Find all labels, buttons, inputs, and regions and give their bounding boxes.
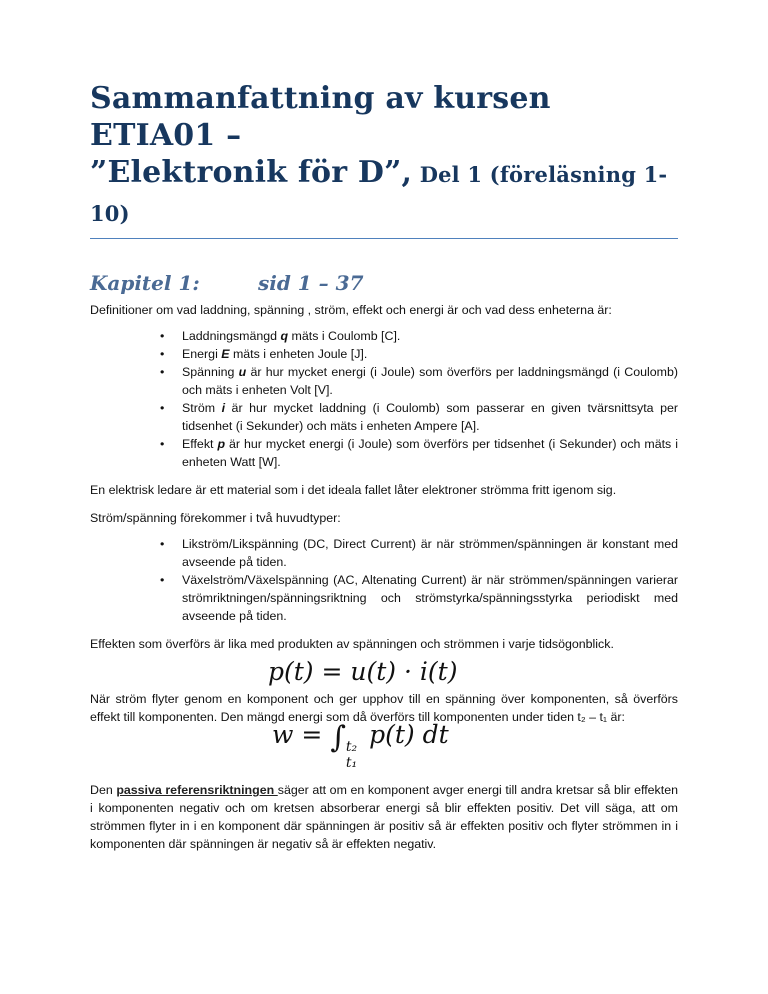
types-intro-paragraph: Ström/spänning förekommer i två huvudtyper:	[90, 511, 341, 525]
definition-pre: Energi	[182, 347, 222, 361]
integral-lower-limit: t₁	[345, 755, 358, 771]
definition-post: är hur mycket energi (i Joule) som överförs per laddningsmängd (i Coulomb) och mäts i enheten Volt [V].	[182, 365, 678, 397]
passive-post: säger att om en komponent avger energi till andra kretsar så blir effekten i komponenten negativ och om kretsen absorberar energi så blir effekten positiv. Det vill säga, att om strömmen flyter in i en komponent där spänningen är positiv så är effekten positiv och flyter strömmen in i komponenten där spänningen är negativ så är effekten negativ.	[90, 783, 678, 851]
definition-symbol: i	[221, 401, 226, 415]
energy-formula-body: p(t) dt	[361, 720, 449, 749]
power-formula: p(t) = u(t) · i(t)	[268, 657, 458, 686]
definition-pre: Ström	[182, 401, 222, 415]
definition-symbol: u	[238, 365, 247, 379]
definition-item	[160, 363, 678, 399]
current-type-text: Växelström/Växelspänning (AC, Altenating Current) är när strömmen/spänningen varierar strömriktningen/spänningsriktning och strömstyrka/spänningsstyrka periodiskt med avseende på tiden.	[182, 573, 678, 623]
current-type-text: Likström/Likspänning (DC, Direct Current) är när strömmen/spänningen är konstant med avseende på tiden.	[182, 537, 678, 569]
chapter-heading	[90, 271, 678, 295]
conductor-paragraph: En elektrisk ledare är ett material som i det ideala fallet låter elektroner strömma fritt igenom sig.	[90, 483, 617, 497]
energy-formula	[272, 720, 678, 771]
definition-pre: Spänning	[182, 365, 239, 379]
chapter-pages: sid 1 – 37	[258, 271, 364, 295]
document-title	[90, 80, 678, 232]
definition-post: mäts i enheten Joule [J].	[229, 347, 368, 361]
bullet-icon: •	[160, 573, 165, 587]
definition-item	[160, 327, 678, 345]
definition-post: är hur mycket laddning (i Coulomb) som passerar en given tvärsnittsyta per tidsenhet (i Sekunder) och mäts i enheten Ampere [A].	[182, 401, 678, 433]
chapter-name: Kapitel 1:	[90, 271, 200, 295]
definitions-list	[90, 327, 678, 471]
passive-paragraph	[90, 781, 678, 853]
definition-item	[160, 345, 678, 363]
current-type-item	[160, 535, 678, 571]
bullet-icon: •	[160, 537, 165, 551]
bullet-icon: •	[160, 365, 165, 379]
title-subtitle: Del 1 (föreläsning 1-10)	[90, 162, 668, 226]
definition-item	[160, 435, 678, 471]
definition-symbol: p	[217, 437, 226, 451]
energy-formula-lhs: w =	[272, 720, 331, 749]
definition-item	[160, 399, 678, 435]
definition-pre: Effekt	[182, 437, 218, 451]
bullet-icon: •	[160, 437, 165, 451]
bullet-icon: •	[160, 347, 165, 361]
definition-symbol: E	[221, 347, 230, 361]
passive-pre: Den	[90, 783, 117, 797]
title-line-2: ”Elektronik för D”,	[90, 155, 413, 190]
integral-upper-limit: t₂	[345, 739, 358, 755]
definition-pre: Laddningsmängd	[182, 329, 281, 343]
bullet-icon: •	[160, 329, 165, 343]
intro-paragraph: Definitioner om vad laddning, spänning , ström, effekt och energi är och vad dess enheterna är:	[90, 303, 612, 317]
passive-reference-link[interactable]: passiva referensriktningen	[116, 783, 278, 797]
bullet-icon: •	[160, 401, 165, 415]
energy-paragraph: När ström flyter genom en komponent och ger upphov till en spänning över komponenten, så överförs effekt till komponenten. Den mängd energi som då överförs till komponenten under tiden t₂ – t₁ är:	[90, 692, 678, 724]
current-type-item	[160, 571, 678, 625]
current-types-list	[90, 535, 678, 625]
title-line-1: Sammanfattning av kursen ETIA01 –	[90, 81, 551, 153]
definition-post: mäts i Coulomb [C].	[288, 329, 401, 343]
integral-limits	[346, 739, 357, 771]
title-divider	[90, 238, 678, 239]
definition-post: är hur mycket energi (i Joule) som överförs per tidsenhet (i Sekunder) och mäts i enheten Watt [W].	[182, 437, 678, 469]
integral-sign: ∫	[330, 720, 346, 755]
definition-symbol: q	[280, 329, 289, 343]
document-page	[90, 80, 678, 853]
power-paragraph: Effekten som överförs är lika med produkten av spänningen och strömmen i varje tidsögonblick.	[90, 637, 614, 651]
